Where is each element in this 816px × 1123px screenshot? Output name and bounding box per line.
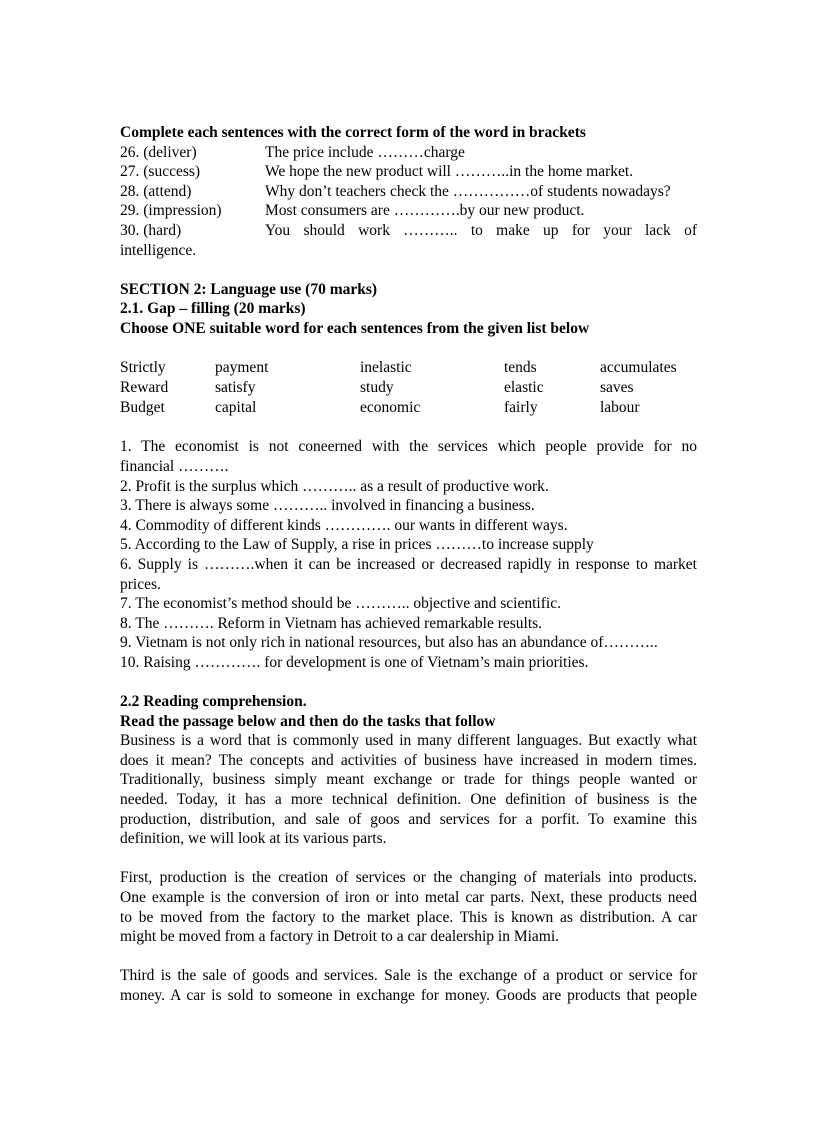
- passage-line: First, production is the creation of services or the changing of materials into products.: [120, 869, 697, 887]
- gap-item-line: 1. The economist is not coneerned with the services which people provide for no: [120, 438, 697, 456]
- word-list-cell: saves: [600, 379, 634, 397]
- word-form-sentence: The price include ………charge: [265, 143, 465, 161]
- gap-item: 4. Commodity of different kinds …………. our wants in different ways.: [120, 516, 568, 534]
- word-list-cell: accumulates: [600, 359, 677, 377]
- word-list-row: [120, 378, 697, 398]
- word-list-row: [120, 358, 697, 378]
- section-2-title: SECTION 2: Language use (70 marks): [120, 280, 378, 298]
- word-list-cell: fairly: [504, 398, 538, 416]
- word-list-cell: Budget: [120, 398, 165, 416]
- word-form-item: [120, 182, 697, 202]
- word-form-cue: 29. (impression): [120, 202, 222, 220]
- gap-item: [120, 555, 697, 594]
- gap-item: 3. There is always some ……….. involved in financing a business.: [120, 497, 535, 515]
- word-form-item: [120, 221, 697, 241]
- word-form-heading: Complete each sentences with the correct form of the word in brackets: [120, 124, 586, 141]
- word-list-table: [120, 358, 697, 418]
- gap-filling-title: 2.1. Gap – filling (20 marks): [120, 300, 306, 318]
- passage-line: production, distribution, and sale of goos and services for a porfit. To examine this: [120, 810, 697, 828]
- reading-title: 2.2 Reading comprehension.: [120, 693, 307, 711]
- word-list-cell: Reward: [120, 379, 169, 397]
- word-list-cell: satisfy: [215, 379, 256, 397]
- word-form-cue: 28. (attend): [120, 182, 192, 200]
- gap-item: 2. Profit is the surplus which ……….. as a result of productive work.: [120, 477, 549, 495]
- word-list-cell: tends: [504, 359, 537, 377]
- word-list-cell: elastic: [504, 379, 544, 397]
- gap-item: 5. According to the Law of Supply, a rise in prices ………to increase supply: [120, 536, 594, 554]
- passage-line: definition, we will look at its various parts.: [120, 830, 387, 848]
- passage-line: does it mean? The concepts and activities of business have increased in modern times.: [120, 751, 697, 769]
- word-list-cell: economic: [360, 398, 421, 416]
- gap-item: 9. Vietnam is not only rich in national resources, but also has an abundance of………..: [120, 634, 658, 652]
- passage-line: money. A car is sold to someone in exchange for money. Goods are products that people: [120, 987, 697, 1005]
- word-form-sentence: We hope the new product will ………..in the home market.: [265, 163, 634, 181]
- reading-paragraph-1: [120, 731, 697, 849]
- gap-item-line: 6. Supply is ……….when it can be increased or decreased rapidly in response to market: [120, 555, 697, 573]
- gap-item: 7. The economist’s method should be ……….. objective and scientific.: [120, 595, 561, 613]
- word-form-item: [120, 143, 697, 163]
- gap-item: [120, 437, 697, 476]
- word-form-sentence: Most consumers are ………….by our new product.: [265, 202, 585, 220]
- word-list-cell: Strictly: [120, 359, 166, 377]
- word-form-cue: 26. (deliver): [120, 143, 197, 161]
- word-list-row: [120, 398, 697, 418]
- passage-line: Traditionally, business simply meant exchange or trade for things people wanted or: [120, 771, 697, 789]
- gap-item: 10. Raising …………. for development is one of Vietnam’s main priorities.: [120, 653, 589, 671]
- document-page: [120, 123, 697, 1006]
- word-form-item: [120, 162, 697, 182]
- passage-line: Business is a word that is commonly used in many different languages. But exactly what: [120, 732, 697, 750]
- word-form-cue: 30. (hard): [120, 221, 182, 239]
- word-form-item: [120, 201, 697, 221]
- reading-paragraph-2: [120, 868, 697, 946]
- word-list-cell: capital: [215, 398, 257, 416]
- word-list-cell: payment: [215, 359, 269, 377]
- word-list-cell: labour: [600, 398, 640, 416]
- reading-paragraph-3: [120, 966, 697, 1005]
- gap-item-line: prices.: [120, 575, 161, 593]
- passage-line: to be moved from the factory to the market place. This is known as distribution. A car: [120, 908, 697, 926]
- passage-line: Third is the sale of goods and services. Sale is the exchange of a product or service for: [120, 967, 697, 985]
- gap-item-line: financial ……….: [120, 457, 229, 475]
- word-list-cell: study: [360, 379, 394, 397]
- word-list-cell: inelastic: [360, 359, 412, 377]
- word-form-sentence: Why don’t teachers check the ……………of students nowadays?: [265, 182, 671, 200]
- passage-line: One example is the conversion of iron or into metal car parts. Next, these products need: [120, 889, 697, 907]
- reading-instruction: Read the passage below and then do the tasks that follow: [120, 712, 496, 730]
- gap-filling-instruction: Choose ONE suitable word for each sentences from the given list below: [120, 319, 590, 337]
- passage-line: needed. Today, it has a more technical definition. One definition of business is the: [120, 791, 697, 809]
- passage-line: might be moved from a factory in Detroit to a car dealership in Miami.: [120, 928, 560, 946]
- gap-item: 8. The ………. Reform in Vietnam has achieved remarkable results.: [120, 614, 543, 632]
- word-form-cue: 27. (success): [120, 163, 201, 181]
- word-form-sentence: You should work ……….. to make up for your lack of: [265, 221, 697, 239]
- word-form-continuation: intelligence.: [120, 241, 197, 259]
